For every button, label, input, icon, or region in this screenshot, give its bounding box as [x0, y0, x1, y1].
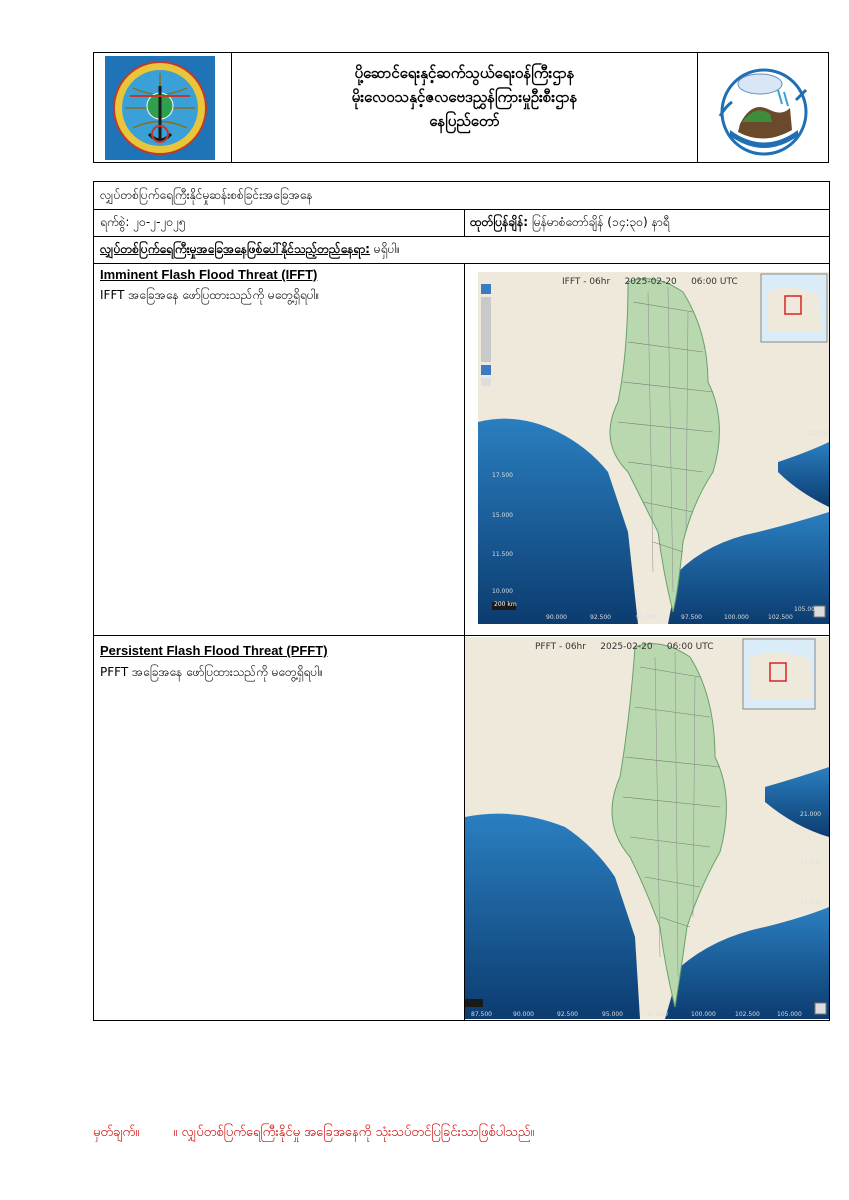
pfft-lat-1: 21.000 [800, 811, 821, 818]
header-divider-right [697, 52, 698, 163]
pfft-lon-2: 90.000 [513, 1011, 534, 1018]
pfft-lon-1: 87.500 [471, 1011, 492, 1018]
footer-note-label: မှတ်ချက်။ [93, 1125, 140, 1140]
issue-time-value: မြန်မာစံတော်ချိန် (၁၄:၃၀) နာရီ [528, 215, 670, 229]
ifft-lon-2: 92.500 [590, 614, 611, 621]
pfft-text: PFFT အခြေအနေ ဖော်ပြထားသည်ကို မတွေ့ရှိရပါ။ [100, 665, 323, 679]
affected-area-value: မရှိပါ။ [369, 242, 401, 256]
pfft-title: Persistent Flash Flood Threat (PFFT) [100, 643, 328, 658]
col-divider-ifft [464, 263, 465, 635]
pfft-lon-7: 102.500 [735, 1011, 760, 1018]
issue-time [470, 214, 670, 230]
ifft-lon-1: 90.000 [546, 614, 567, 621]
row-divider-1 [93, 209, 830, 210]
ifft-lon-6: 102.500 [768, 614, 793, 621]
row-divider-4 [93, 635, 830, 636]
footer-note-text: ။ လျှပ်တစ်ပြက်ရေကြီးနိုင်မှု အခြေအနေကို သုံးသပ်တင်ပြခြင်းသာဖြစ်ပါသည်။ [173, 1125, 535, 1140]
header-line-2: မိုးလေဝသနှင့်ဇလဗေဒညွှန်ကြားမှုဦးစီးဌာန [351, 88, 578, 106]
pfft-map[interactable] [465, 637, 829, 1019]
row-divider-3 [93, 263, 830, 264]
pfft-lon-8: 105.000 [777, 1011, 802, 1018]
header-line-3: နေပြည်တော် [429, 112, 500, 130]
pfft-lat-2: 17.500 [800, 859, 821, 866]
ifft-lon-7: 105.000 [794, 606, 819, 613]
ifft-map-caption: IFFT - 06hr 2025-02-20 06:00 UTC [562, 277, 738, 287]
ifft-title: Imminent Flash Flood Threat (IFFT) [100, 267, 318, 282]
header-line-1: ပို့ဆောင်ရေးနှင့်ဆက်သွယ်ရေးဝန်ကြီးဌာန [354, 64, 575, 82]
ifft-lat-1: 21.000 [808, 430, 829, 437]
hydrology-logo [712, 60, 816, 160]
report-title: လျှပ်တစ်ပြက်ရေကြီးနိုင်မှုဆန်းစစ်ခြင်းအခြေအနေ [100, 188, 313, 202]
ifft-text: IFFT အခြေအနေ ဖော်ပြထားသည်ကို မတွေ့ရှိရပါ။ [100, 288, 320, 302]
row-divider-2 [93, 236, 830, 237]
ifft-scale: 200 km [494, 601, 517, 608]
pfft-lon-5: 97.500 [647, 1011, 668, 1018]
ministry-logo [105, 56, 215, 160]
affected-area-label: လျှပ်တစ်ပြက်ရေကြီးမှုအခြေအနေဖြစ်ပေါ်နိုင်သည့်တည်နေရာ: [100, 242, 370, 256]
pfft-lon-3: 92.500 [557, 1011, 578, 1018]
ifft-map[interactable] [478, 272, 829, 624]
affected-area [100, 241, 400, 257]
pfft-map-caption: PFFT - 06hr 2025-02-20 06:00 UTC [535, 642, 714, 652]
pfft-lat-3: 15.000 [800, 899, 821, 906]
ifft-lat-5: 10.000 [492, 588, 513, 595]
ifft-lon-5: 100.000 [724, 614, 749, 621]
ifft-lon-4: 97.500 [681, 614, 702, 621]
ifft-lon-3: 95.000 [636, 614, 657, 621]
ifft-lat-2: 17.500 [492, 472, 513, 479]
footer-note [93, 1124, 534, 1143]
col-divider-date [464, 209, 465, 236]
report-date: ရက်စွဲ: ၂၀-၂-၂၀၂၅ [100, 215, 186, 229]
ifft-lat-4: 11.500 [492, 551, 513, 558]
issue-time-label: ထုတ်ပြန်ချိန်: [470, 215, 529, 229]
pfft-lon-4: 95.000 [602, 1011, 623, 1018]
pfft-lon-6: 100.000 [691, 1011, 716, 1018]
ifft-lat-3: 15.000 [492, 512, 513, 519]
